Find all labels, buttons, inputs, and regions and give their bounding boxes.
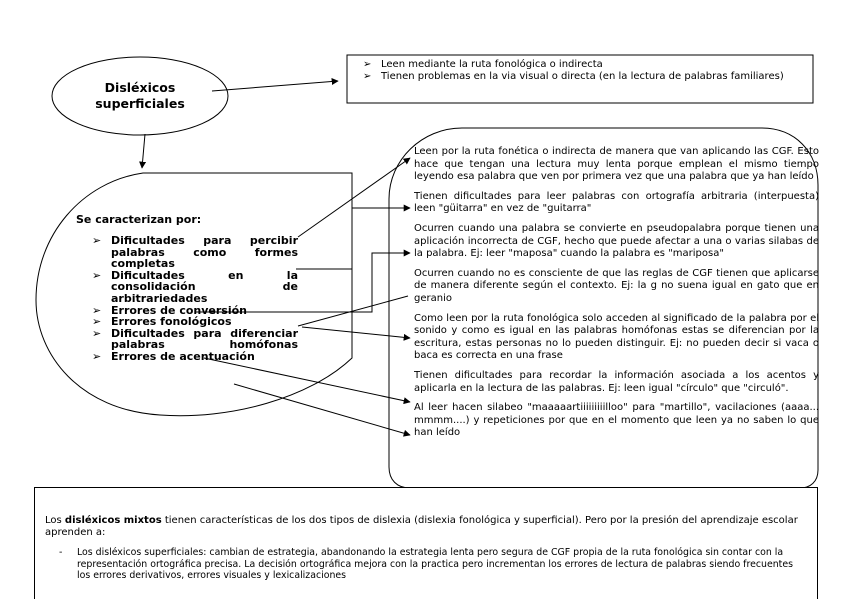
mixed-sub-text: Los disléxicos superficiales: cambian de estrategia, abandonando la estrategia lenta pero segura de CGF propia de la ruta fonológica sin contar con la representación ortográfica precisa. La decisión ortográfica mejora con la practica pero incrementan los errores de lectura de palabras siendo frecuentes los errores derivativos, errores visuales y lexicalizaciones: [77, 547, 794, 581]
top-box-item: [363, 71, 805, 83]
explanation-paragraph: Tienen dificultades para leer palabras con ortografía arbitraria (interpuesta) leen "güitarra" en vez de "guitarra": [414, 190, 819, 215]
list-item: [92, 351, 298, 363]
connector-6: [204, 358, 410, 402]
explanation-paragraph: Ocurren cuando no es consciente de que las reglas de CGF tienen que aplicarse de manera diferente según el contexto. Ej: la g no suena igual en gato que en geranio: [414, 267, 819, 304]
list-item-text: Dificultades para diferenciar palabras homófonas: [111, 326, 298, 352]
explanations-column: [414, 146, 819, 482]
characteristics-heading: Se caracterizan por:: [76, 213, 202, 226]
explanation-paragraph: Leen por la ruta fonética o indirecta de manera que van aplicando las CGF. Esto hace que tengan una lectura muy lenta porque emplean el mismo tiempo leyendo esa palabra que ven por primera vez que una palabra que ya han leído: [414, 146, 819, 183]
mixed-bold-term: disléxicos mixtos: [64, 515, 162, 526]
mixed-prefix: Los: [45, 515, 65, 526]
connector-2: [296, 208, 410, 269]
bullet-arrow-icon: ➢: [92, 349, 102, 363]
dash-bullet: -: [59, 547, 63, 558]
bullet-arrow-icon: ➢: [92, 326, 102, 340]
mixed-sub-item: [59, 547, 809, 582]
bullet-arrow-icon: ➢: [363, 59, 372, 70]
list-item-text: Errores fonológicos: [111, 315, 232, 329]
bullet-arrow-icon: ➢: [92, 303, 102, 317]
top-box-item-text: Tienen problemas en la via visual o directa (en la lectura de palabras familiares): [381, 71, 784, 82]
top-box: [347, 55, 813, 103]
bullet-arrow-icon: ➢: [363, 71, 372, 82]
explanation-paragraph: Ocurren cuando una palabra se convierte en pseudopalabra porque tienen una aplicación incorrecta de CGF, hecho que puede afectar a una o varias silabas de la palabra. Ej: leer "maposa" cuando la palabra es "mariposa": [414, 222, 819, 260]
arrow-oval-down: [142, 134, 145, 168]
explanation-paragraph: Al leer hacen silabeo "maaaaartiiiiiiiiilloo" para "martillo", vacilaciones (aaaa... mmmm....) y repeticiones por que en el momento que leen ya no saben lo que han leído: [414, 402, 819, 439]
top-box-item: [363, 59, 805, 71]
connector-4: [298, 296, 408, 326]
connector-5: [302, 327, 410, 338]
title-oval-text: [50, 56, 230, 136]
list-item-text: Errores de acentuación: [111, 349, 255, 363]
mixed-dyslexia-box: [34, 487, 818, 599]
list-item: [92, 316, 298, 328]
bullet-arrow-icon: ➢: [92, 268, 102, 282]
list-item-text: Dificultades para percibir palabras como formes completas: [111, 234, 298, 271]
mixed-rest: tienen características de los dos tipos de dislexia (dislexia fonológica y superficial). Pero por la presión del aprendizaje escolar aprenden a:: [45, 515, 798, 538]
explanation-paragraph: Tienen dificultades para recordar la información asociada a los acentos y aplicarla en la lectura de las palabras. Ej: leen igual "círculo" que "circuló".: [414, 369, 819, 394]
arrow-oval-to-top-box: [212, 81, 338, 91]
title-line-1: Disléxicos: [104, 80, 176, 95]
mixed-paragraph: [45, 515, 809, 539]
list-item-text: Errores de conversión: [111, 303, 248, 317]
explanation-paragraph: Como leen por la ruta fonológica solo acceden al significado de la palabra por el sonido y como es igual en las palabras homófonas estas se diferencian por la escritura, estas personas no lo pueden distinguir. Ej: no pueden decir si vaca o baca es correcta en una frase: [414, 312, 819, 362]
list-item: [92, 328, 298, 351]
connector-1: [298, 158, 410, 237]
connector-7: [234, 384, 410, 435]
list-item: [92, 235, 298, 270]
bullet-arrow-icon: ➢: [92, 234, 102, 247]
top-box-item-text: Leen mediante la ruta fonológica o indirecta: [381, 59, 603, 70]
characteristics-list: [92, 235, 298, 363]
title-line-2: superficiales: [95, 96, 185, 111]
list-item-text: Dificultades en la consolidación de arbitrariedades: [111, 268, 298, 305]
list-item: [92, 270, 298, 305]
bullet-arrow-icon: ➢: [92, 315, 102, 329]
